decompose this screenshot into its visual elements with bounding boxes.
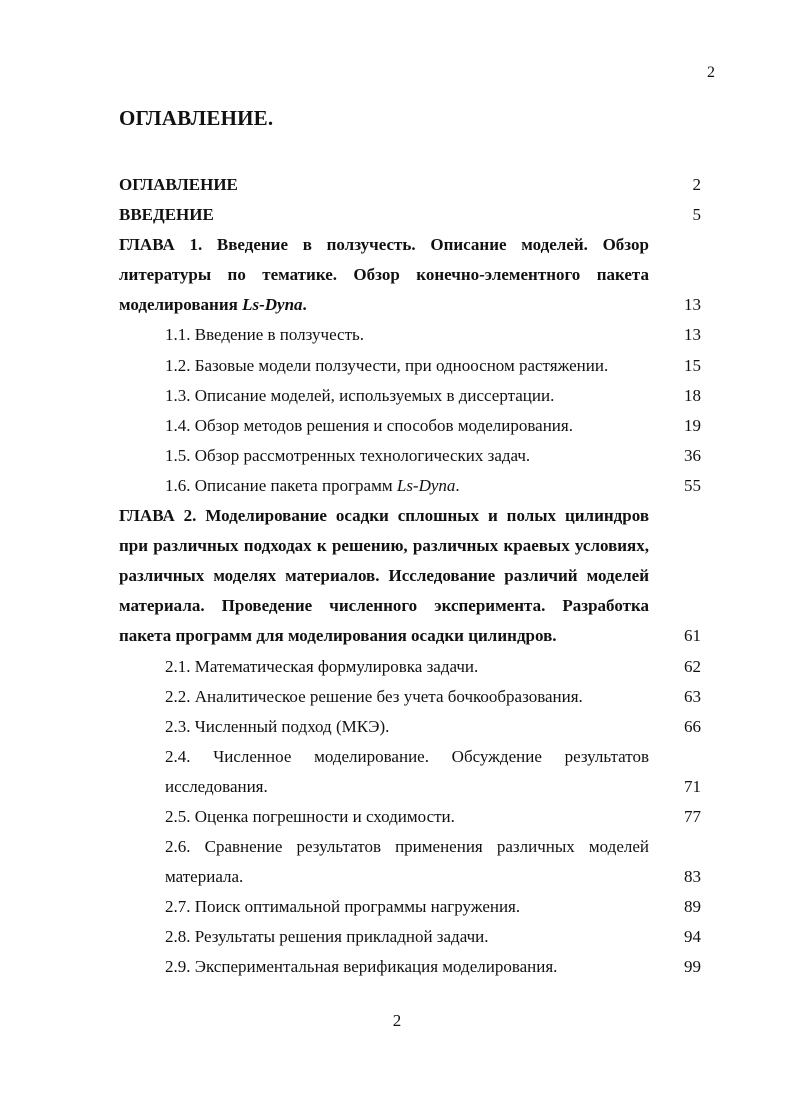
toc-entry-label: 2.9. Экспериментальная верификация моделирования. <box>165 957 558 977</box>
toc-entry-label: 1.3. Описание моделей, используемых в диссертации. <box>165 385 555 405</box>
toc-entry-label: 2.3. Численный подход (МКЭ). <box>165 716 390 736</box>
toc-page-number: 2 <box>692 175 701 194</box>
toc-entry-chapter-1[interactable] <box>119 230 701 320</box>
toc-entry-2-2[interactable] <box>119 682 701 712</box>
toc-page-number: 63 <box>684 686 701 706</box>
toc-entry-2-7[interactable] <box>119 892 701 922</box>
toc-entry-label: 2.1. Математическая формулировка задачи. <box>165 656 479 676</box>
toc-page-number: 19 <box>684 415 701 435</box>
toc-entry-1-3[interactable] <box>119 381 701 411</box>
toc-page-number: 66 <box>684 716 701 736</box>
toc-entry-chapter-2[interactable] <box>119 501 701 651</box>
toc-entry-italic-text: Ls-Dyna <box>396 475 456 495</box>
toc-page-number: 83 <box>684 867 701 887</box>
toc-entry-label: 1.5. Обзор рассмотренных технологических задач. <box>165 445 531 465</box>
toc-page-number: 89 <box>684 897 701 917</box>
toc-entry-label: 1.2. Базовые модели ползучести, при одноосном растяжении. <box>165 355 609 375</box>
toc-entry-2-6[interactable] <box>119 832 701 892</box>
toc-entry-label: 2.7. Поиск оптимальной программы нагружения. <box>165 897 521 917</box>
toc-entry-1-2[interactable] <box>119 351 701 381</box>
toc-entry-label <box>165 471 701 501</box>
toc-page-number: 55 <box>684 475 701 495</box>
toc-page-number: 94 <box>684 927 701 947</box>
toc-page-number: 5 <box>692 205 701 225</box>
page-number-bottom: 2 <box>392 1011 402 1030</box>
toc-entry-label: 2.5. Оценка погрешности и сходимости. <box>165 806 455 826</box>
toc-page-number: 36 <box>684 445 701 465</box>
toc-entry-text: 1.6. Описание пакета программ <box>165 475 397 495</box>
toc-entry-1-1[interactable] <box>119 320 701 350</box>
toc-page-number: 61 <box>684 626 701 646</box>
toc-page-number: 77 <box>684 806 701 826</box>
toc-entry-label: 2.6. Сравнение результатов применения различных моделей материала. <box>165 837 649 887</box>
toc-entry-2-3[interactable] <box>119 712 701 742</box>
toc-entry-2-5[interactable] <box>119 802 701 832</box>
toc-page-number: 13 <box>684 295 701 315</box>
toc-entry-1-6[interactable] <box>119 471 701 501</box>
toc-entry-2-9[interactable] <box>119 952 701 982</box>
toc-entry-label: ГЛАВА 2. Моделирование осадки сплошных и полых цилиндров при различных подходах к решению, различных краевых условиях, различных моделях материалов. Исследование различий моделей материала. Проведение численного эксперимента. Разработка пакета программ для моделирования осадки цилиндров. <box>119 506 649 646</box>
toc-entry-1-4[interactable] <box>119 411 701 441</box>
toc-entry-label: 1.4. Обзор методов решения и способов моделирования. <box>165 415 573 435</box>
toc-entry-text-end: . <box>302 295 307 315</box>
toc-page-number: 18 <box>684 385 701 405</box>
toc-entry-2-8[interactable] <box>119 922 701 952</box>
toc-entry-text-end: . <box>455 475 460 495</box>
page-number-top: 2 <box>707 64 715 81</box>
toc-entry-1-5[interactable] <box>119 441 701 471</box>
toc-page-number: 13 <box>684 325 701 345</box>
toc-entry-label <box>119 230 701 320</box>
toc-entry-introduction[interactable] <box>119 200 701 230</box>
toc-entry-label: 2.2. Аналитическое решение без учета бочкообразования. <box>165 686 583 706</box>
toc-entry-2-4[interactable] <box>119 742 701 802</box>
page-title: ОГЛАВЛЕНИЕ. <box>119 106 274 130</box>
toc-entry-label: 1.1. Введение в ползучесть. <box>165 325 365 345</box>
toc-entry-label: 2.8. Результаты решения прикладной задачи. <box>165 927 489 947</box>
toc-entry-label: ВВЕДЕНИЕ <box>119 205 214 225</box>
table-of-contents <box>119 170 701 983</box>
toc-entry-2-1[interactable] <box>119 652 701 682</box>
toc-page-number: 15 <box>684 355 701 375</box>
toc-entry-contents[interactable] <box>119 170 701 200</box>
toc-page-number: 62 <box>684 656 701 676</box>
toc-page-number: 99 <box>684 957 701 977</box>
toc-entry-label: 2.4. Численное моделирование. Обсуждение результатов исследования. <box>165 746 649 796</box>
toc-entry-text: ГЛАВА 1. Введение в ползучесть. Описание моделей. Обзор литературы по тематике. Обзор конечно-элементного пакета моделирования <box>119 235 649 315</box>
toc-entry-label: ОГЛАВЛЕНИЕ <box>119 175 238 194</box>
toc-page-number: 71 <box>684 776 701 796</box>
toc-entry-italic-text: Ls-Dyna <box>242 295 303 315</box>
